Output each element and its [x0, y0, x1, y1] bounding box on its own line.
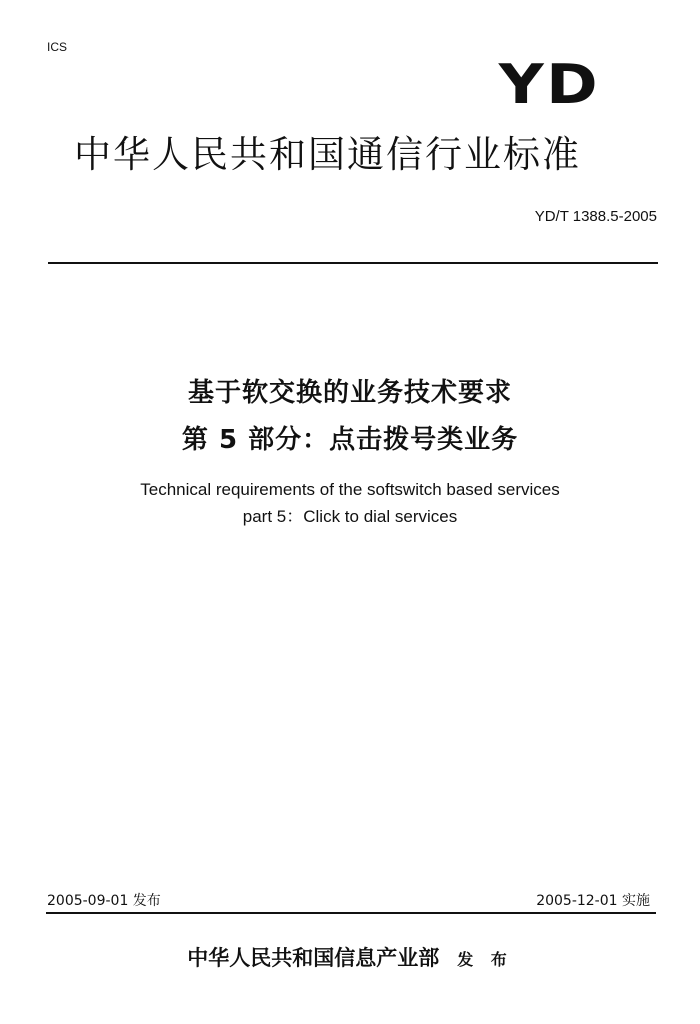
english-title-line-1: Technical requirements of the softswitch based services: [140, 480, 560, 499]
english-title-line-2: part 5：Click to dial services: [242, 507, 458, 526]
issuer-verb: 发 布: [457, 950, 513, 969]
issuer-line: [0, 942, 700, 972]
standard-category-title: 中华人民共和国通信行业标准: [74, 133, 581, 176]
chinese-title-line-1: 基于软交换的业务技术要求: [187, 378, 512, 408]
yd-logo: YD: [498, 53, 600, 116]
standard-number: YD/T 1388.5-2005: [534, 208, 657, 225]
issuer-name: 中华人民共和国信息产业部: [187, 945, 440, 970]
issue-date: 2005-09-01 发布: [47, 893, 161, 909]
top-divider: [48, 262, 658, 264]
ics-code: ICS: [47, 40, 68, 54]
bottom-divider: [46, 912, 656, 914]
chinese-title-line-2: 第 5 部分：点击拨号类业务: [181, 425, 519, 455]
implementation-date: 2005-12-01 实施: [536, 893, 650, 909]
